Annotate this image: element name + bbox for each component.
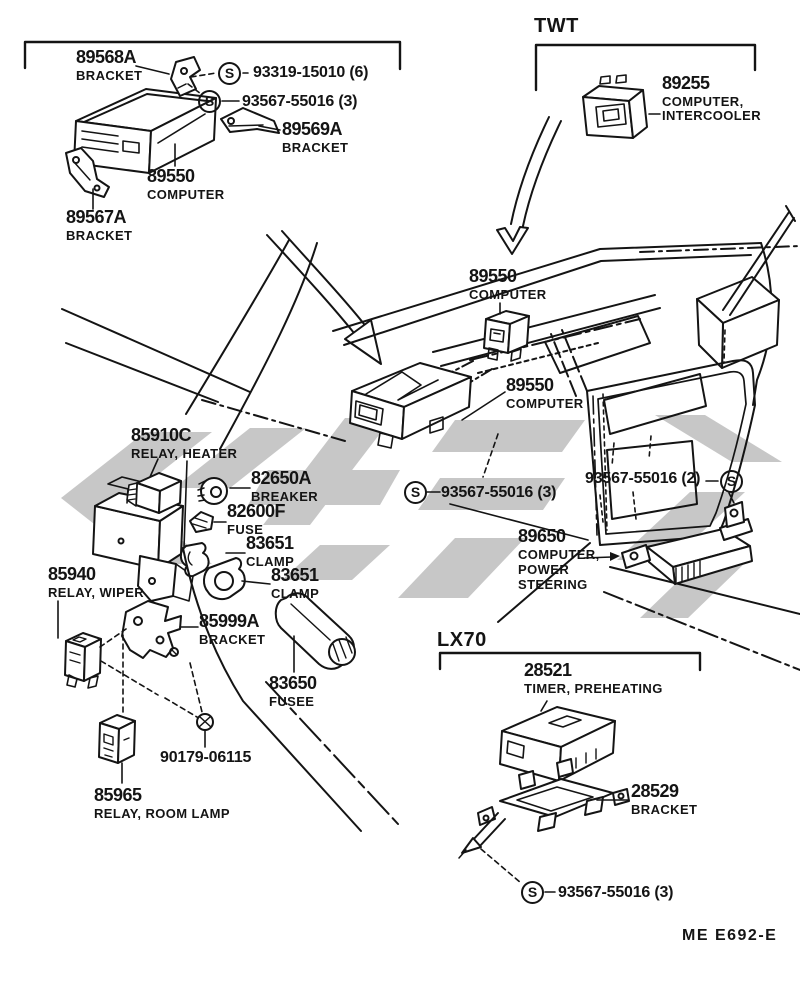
part-label-83651-lower [271,566,319,600]
flow-arrow-twt [497,117,561,254]
part-number: 85965 [94,785,142,805]
part-desc: TIMER, PREHEATING [524,681,663,696]
screw-symbol-letter: S [224,65,235,81]
computer-89255-art [583,75,660,138]
part-desc: BRACKET [282,140,349,155]
part-label-93567-55016-3b [441,485,556,501]
part-desc: CLAMP [271,586,320,601]
part-desc: BRACKET [631,802,698,817]
part-label-89550-dash-main [506,376,584,410]
part-number: 89569A [282,119,343,139]
fusee-83650-art [276,593,355,669]
part-desc: FUSEE [269,694,315,709]
part-number: 83650 [269,673,317,693]
part-number: 85910C [131,425,192,445]
part-number: 28529 [631,781,679,801]
part-desc: COMPUTER [147,187,225,202]
part-label-83651-upper [246,534,294,568]
part-number: 82650A [251,468,312,488]
part-desc: POWER [518,562,570,577]
part-label-93567-55016-3a [242,94,357,110]
part-label-93567-55016-3c [558,885,673,901]
part-number: 89568A [76,47,137,67]
part-desc: BRACKET [66,228,133,243]
screw-symbol-letter: S [726,473,737,489]
screw-symbol [404,481,427,504]
part-number: 93567-55016 (2) [585,470,701,487]
variant-label-lx70: LX70 [437,629,487,651]
fuse-82600f-art [190,512,213,532]
part-desc: FUSE [227,522,264,537]
part-label-28521 [524,661,663,695]
part-desc: RELAY, HEATER [131,446,238,461]
part-desc: RELAY, ROOM LAMP [94,806,230,821]
screw-symbol-letter: S [204,93,215,109]
screw-symbol [218,62,241,85]
watermark-shape [655,415,782,462]
part-label-28529 [631,782,697,816]
part-label-89567a [66,208,132,242]
watermark-shape [398,538,525,598]
part-number: 89255 [662,73,710,93]
part-number: 93319-15010 (6) [253,64,369,81]
part-label-89568a [76,48,142,82]
part-desc: BRACKET [199,632,266,647]
part-label-89255 [662,74,761,122]
screw-90179-art [197,714,213,730]
part-label-89550-bench [147,167,225,201]
part-label-82600f [227,502,285,536]
part-label-85999a [199,612,265,646]
part-desc: COMPUTER, [662,94,744,109]
breaker-82650a-art [198,478,227,504]
part-desc: COMPUTER [469,287,547,302]
screw-symbol-letter: S [527,884,538,900]
screw-symbol [198,90,221,113]
part-label-89550-dash-upper [469,267,547,301]
part-label-93567-55016-2 [585,471,700,487]
clamp-83651-lower-art [204,558,245,599]
screw-symbol-letter: S [410,484,421,500]
bracket-89569a-art [221,108,279,133]
part-desc: CLAMP [246,554,295,569]
part-desc: RELAY, WIPER [48,585,145,600]
flow-arrow-main [267,231,381,364]
part-number: 83651 [246,533,294,553]
part-number: 85940 [48,564,96,584]
part-label-85965 [94,786,230,820]
watermark-shape [432,420,585,452]
part-label-89650 [518,527,600,591]
part-desc: COMPUTER [506,396,584,411]
part-number: 89550 [147,166,195,186]
part-desc: COMPUTER, [518,547,600,562]
part-number: 28521 [524,660,572,680]
part-number: 89550 [506,375,554,395]
part-label-89569a [282,120,348,154]
part-number: 93567-55016 (3) [558,884,674,901]
doc-code: ME E692-E [682,927,778,944]
part-number: 89550 [469,266,517,286]
relay-85940-art [65,633,101,688]
part-desc: BREAKER [251,489,319,504]
bracket-85999a-art [122,601,181,658]
part-number: 85999A [199,611,260,631]
part-number: 89567A [66,207,127,227]
part-number: 83651 [271,565,319,585]
part-desc: BRACKET [76,68,143,83]
part-desc: INTERCOOLER [662,108,762,123]
part-label-85940 [48,565,144,599]
part-number: 89650 [518,526,566,546]
part-number: 93567-55016 (3) [242,93,358,110]
part-desc: STEERING [518,577,588,592]
computer-89550-bench-art [74,89,216,173]
part-number: 82600F [227,501,286,521]
part-number: 90179-06115 [160,749,252,766]
part-number: 93567-55016 (3) [441,484,557,501]
screw-symbol [521,881,544,904]
variant-label-twt: TWT [534,15,579,37]
part-label-93319-15010 [253,65,368,81]
part-label-82650a [251,469,318,503]
relay-85965-art [99,715,135,763]
part-label-90179-06115 [160,750,251,766]
part-label-83650 [269,674,317,708]
part-label-85910c [131,426,237,460]
screw-symbol [720,470,743,493]
